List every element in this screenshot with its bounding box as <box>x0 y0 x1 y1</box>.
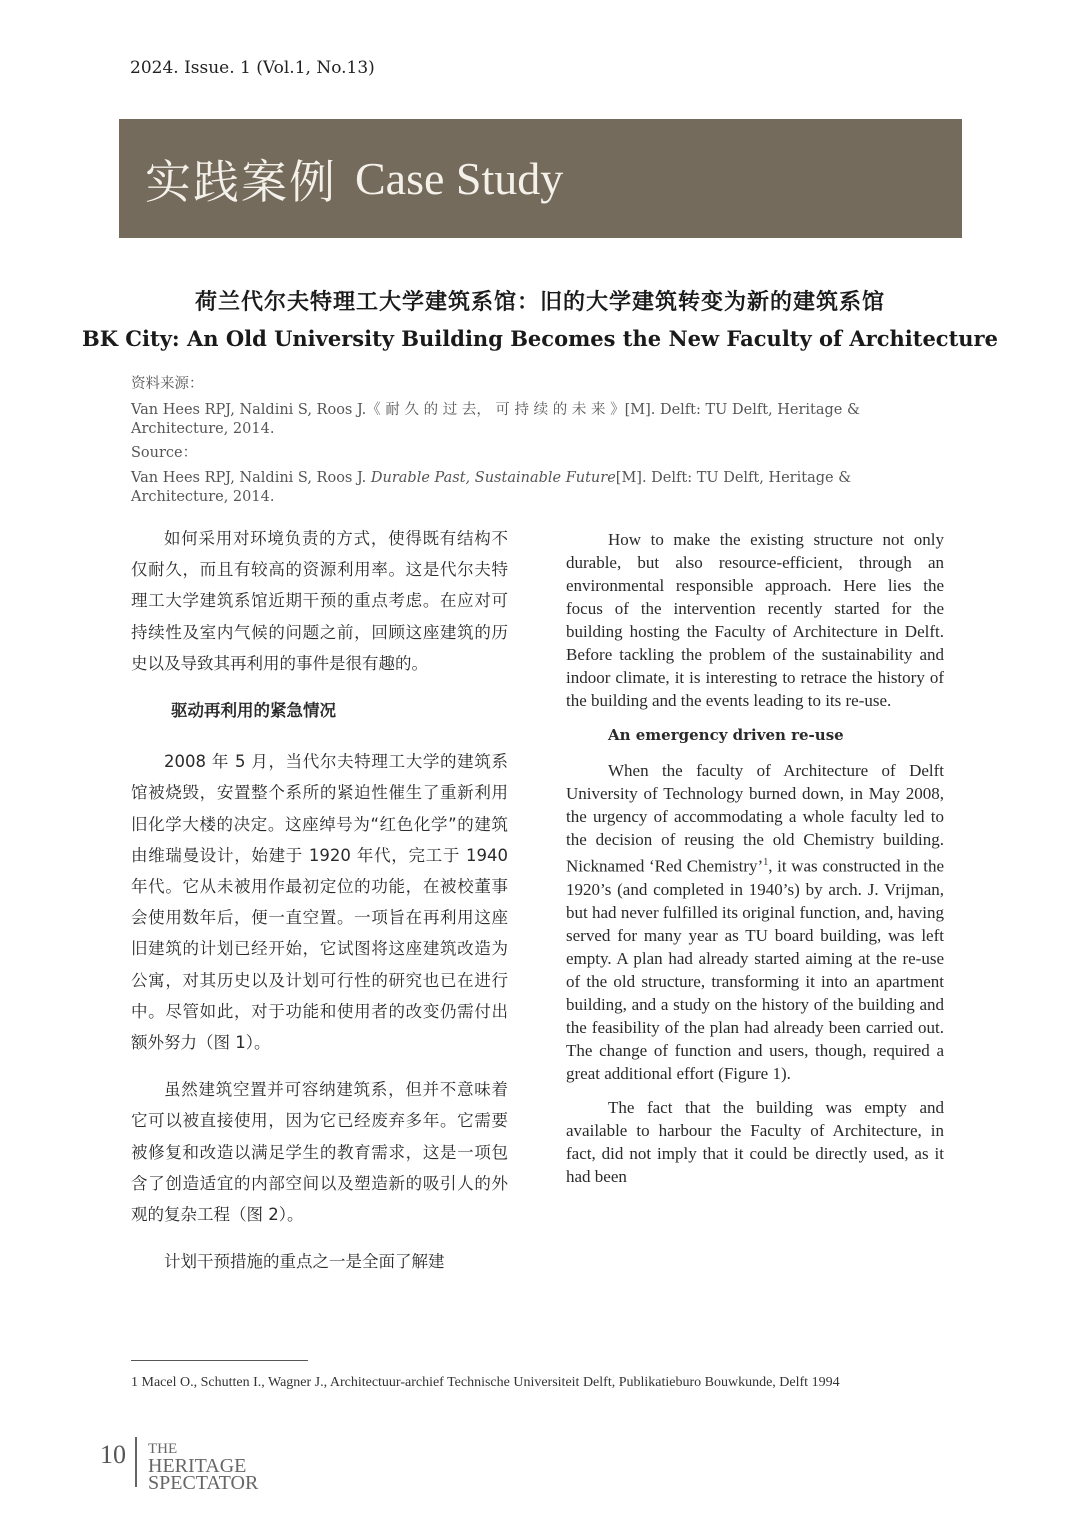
zh-paragraph: 计划干预措施的重点之一是全面了解建 <box>164 1252 445 1272</box>
source-text-en <box>131 469 944 507</box>
english-column <box>566 528 946 1323</box>
zh-paragraph: 如何采用对环境负责的方式，使得既有结构不仅耐久，而且有较高的资源利用率。这是代尔夫特理工大学建筑系馆近期干预的重点考虑。在应对可持续性及室内气候的问题之前，回顾这座建筑的历史以及导致其再利用的事件是很有趣的。 <box>131 529 508 673</box>
chinese-column <box>131 523 511 1325</box>
logo-line: THE <box>148 1441 178 1457</box>
footnote: 1 Macel O., Schutten I., Wagner J., Architectuur-archief Technische Universiteit Delft, Publikatieburo Bouwkunde, Delft 1994 <box>131 1375 840 1390</box>
en-paragraph: How to make the existing structure not only durable, but also resource-efficient, through an environmental responsible approach. Here lies the focus of the intervention recently started for the building hosting the Faculty of Architecture in Delft. Before tackling the problem of the sustainability and indoor climate, it is interesting to retrace the history of the building and the events leading to its re-use. <box>566 530 944 710</box>
article-title-zh: 荷兰代尔夫特理工大学建筑系馆：旧的大学建筑转变为新的建筑系馆 <box>194 290 885 315</box>
journal-logo <box>148 1441 258 1492</box>
article-title-en: BK City: An Old University Building Becomes the New Faculty of Architecture <box>81 326 998 351</box>
en-paragraph: The fact that the building was empty and available to harbour the Faculty of Architecture, in fact, did not imply that it could be directly used, as it had been <box>566 1097 944 1186</box>
en-section-heading: An emergency driven re-use <box>608 726 844 744</box>
page-number: 10 <box>100 1440 126 1469</box>
zh-paragraph: 虽然建筑空置并可容纳建筑系，但并不意味着它可以被直接使用，因为它已经废弃多年。它需要被修复和改造以满足学生的教育需求，这是一项包含了创造适宜的内部空间以及塑造新的吸引人的外观的复杂工程（图 2）。 <box>131 1080 508 1225</box>
zh-section-heading: 驱动再利用的紧急情况 <box>171 701 336 721</box>
footer-divider <box>135 1437 137 1487</box>
source-publisher: [M]. Delft: TU Delft, Heritage & Architecture, 2014. <box>131 470 852 505</box>
section-title-zh: 实践案例 <box>145 154 337 209</box>
source-book-title: Durable Past, Sustainable Future <box>370 470 616 486</box>
source-authors: Van Hees RPJ, Naldini S, Roos J. <box>131 470 371 486</box>
logo-line: HERITAGE <box>148 1455 247 1477</box>
en-paragraph <box>566 759 944 1085</box>
issue-label: 2024. Issue. 1 (Vol.1, No.13) <box>130 58 375 78</box>
footnote-ref[interactable]: 1 <box>763 857 769 868</box>
section-title-en: Case Study <box>355 153 564 204</box>
source-text-zh: Van Hees RPJ, Naldini S, Roos J.《 耐 久 的 过 去， 可 持 续 的 未 来 》[M]. Delft: TU Delft, Heritage & Architecture, 2014. <box>131 402 860 437</box>
en-text: When the faculty of Architecture of Delft University of Technology burned down, in May 2008, the urgency of accommodating a whole faculty led to the decision of reusing the old Chemistry building. Nicknamed ‘Red Chemistry’ <box>566 761 944 876</box>
section-banner <box>119 119 962 238</box>
source-label-zh: 资料来源： <box>131 376 204 392</box>
logo-line: SPECTATOR <box>148 1472 259 1494</box>
zh-paragraph: 2008 年 5 月，当代尔夫特理工大学的建筑系馆被烧毁，安置整个系所的紧迫性催生了重新利用旧化学大楼的决定。这座绰号为“红色化学”的建筑由维瑞曼设计，始建于 1920 年代，完工于 1940 年代。它从未被用作最初定位的功能，在被校董事会使用数年后，便一直空置。一项旨在再利用这座旧建筑的计划已经开始，它试图将这座建筑改造为公寓，对其历史以及计划可行性的研究也已在进行中。尽管如此，对于功能和使用者的改变仍需付出额外努力（图 1）。 <box>131 752 508 1053</box>
footnote-divider <box>131 1360 308 1361</box>
en-text: , it was constructed in the 1920’s (and completed in 1940’s) by arch. J. Vrijman, but had never fulfilled its original function, and, having served for many year as TU board building, was left empty. A plan had already started aiming at the re-use of the old structure, transforming it into an apartment building, and a study on the history of the building and the feasibility of the plan had already been carried out. The change of function and users, though, required a great additional effort (Figure 1). <box>566 856 944 1083</box>
source-label-en: Source： <box>131 445 198 461</box>
